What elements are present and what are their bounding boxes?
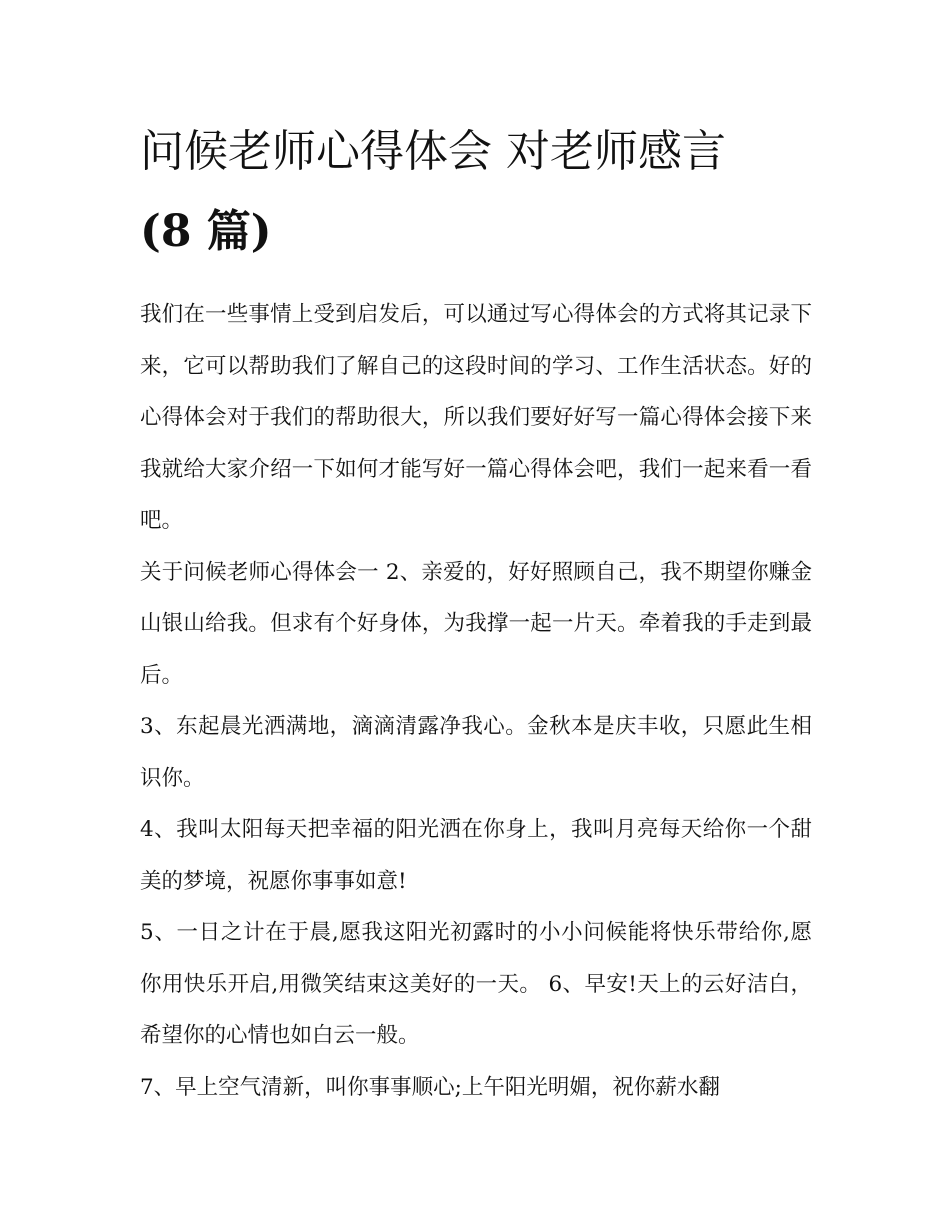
paragraph-item-4: 4、我叫太阳每天把幸福的阳光洒在你身上，我叫月亮每天给你一个甜美的梦境，祝愿你事事如意!	[140, 817, 812, 894]
paragraph-item-2: 关于问候老师心得体会一 2、亲爱的，好好照顾自己，我不期望你赚金山银山给我。但求有个好身体，为我撑一起一片天。牵着我的手走到最后。	[140, 559, 812, 688]
document-page	[140, 112, 812, 1113]
paragraph-intro: 我们在一些事情上受到启发后，可以通过写心得体会的方式将其记录下来，它可以帮助我们了解自己的这段时间的学习、工作生活状态。好的心得体会对于我们的帮助很大，所以我们要好好写一篇心得体会接下来我就给大家介绍一下如何才能写好一篇心得体会吧，我们一起来看一看吧。	[140, 302, 812, 533]
paragraph-item-5-6: 5、一日之计在于晨,愿我这阳光初露时的小小问候能将快乐带给你,愿你用快乐开启,用微笑结束这美好的一天。 6、早安!天上的云好洁白，希望你的心情也如白云一般。	[140, 920, 812, 1048]
document-title	[140, 112, 812, 272]
title-line-1: 问候老师心得体会 对老师感言	[140, 126, 726, 177]
title-line-2: (8 篇)	[140, 206, 272, 257]
paragraph-item-7: 7、早上空气清新，叫你事事顺心;上午阳光明媚，祝你薪水翻	[140, 1074, 720, 1100]
paragraph-item-3: 3、东起晨光洒满地，滴滴清露净我心。金秋本是庆丰收，只愿此生相识你。	[140, 714, 812, 791]
